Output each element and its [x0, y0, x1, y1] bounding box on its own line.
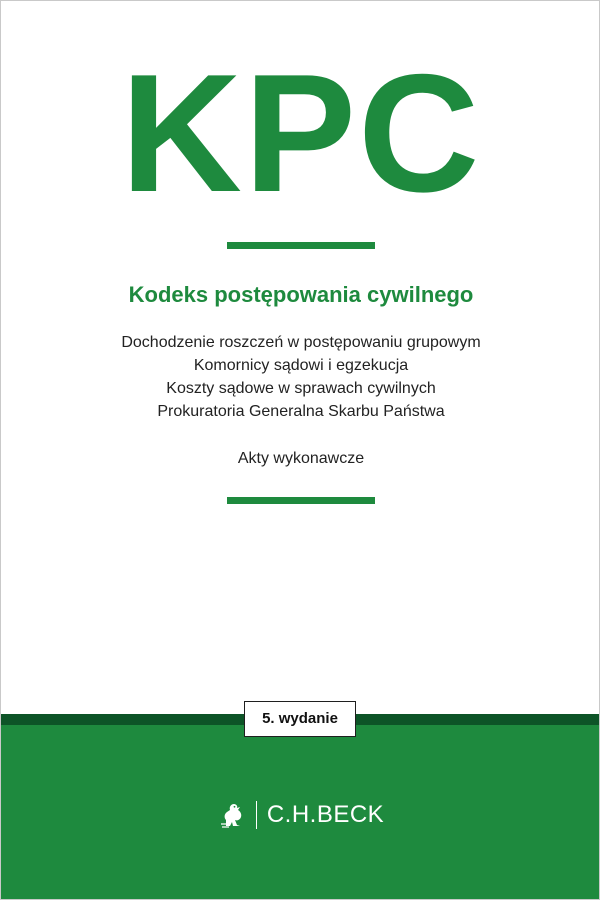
publisher-mark [1, 797, 600, 833]
extra-note: Akty wykonawcze [237, 450, 365, 467]
cover-title: KPC [120, 39, 482, 227]
topic-item: Komornicy sądowi i egzekucja [193, 357, 409, 374]
publisher-separator [256, 801, 257, 829]
divider-top [227, 242, 375, 249]
edition-badge: 5. wydanie [244, 701, 356, 737]
publisher-name: C.H.BECK [266, 801, 385, 828]
topic-item: Prokuratoria Generalna Skarbu Państwa [157, 403, 445, 420]
topic-item: Koszty sądowe w sprawach cywilnych [166, 380, 436, 397]
topic-item: Dochodzenie roszczeń w postępowaniu grupowym [121, 334, 481, 351]
cover-subtitle: Kodeks postępowania cywilnego [128, 282, 474, 307]
divider-bottom [227, 497, 375, 504]
griffin-icon [218, 800, 248, 830]
topic-list [1, 331, 600, 423]
